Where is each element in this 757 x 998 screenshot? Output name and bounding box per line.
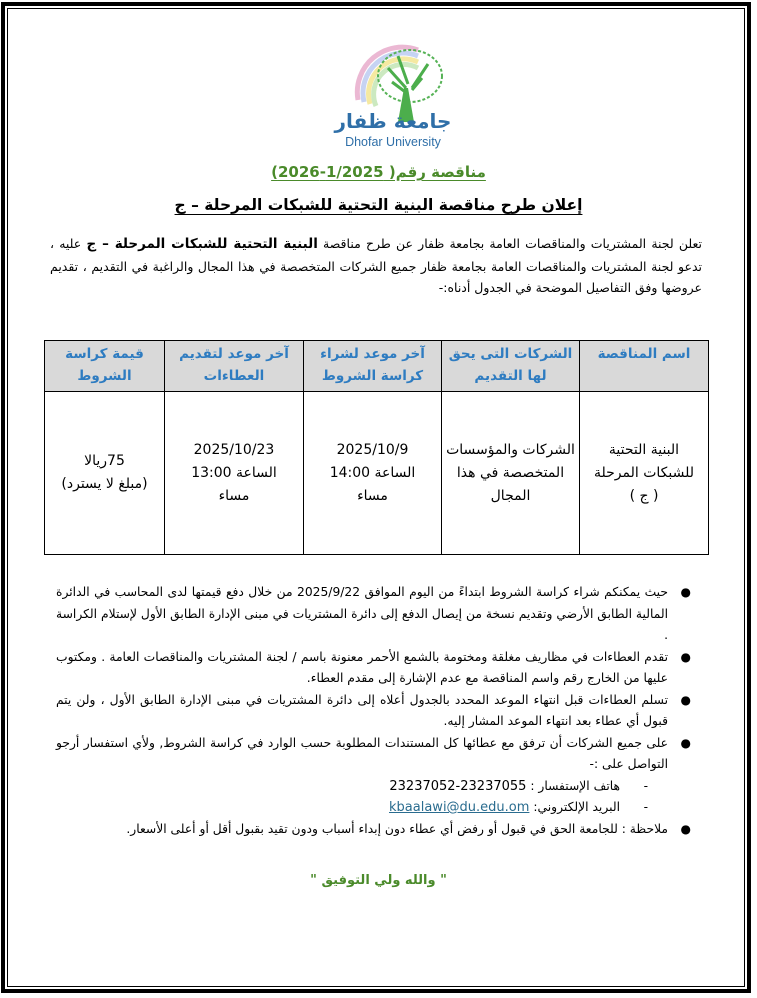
list-item <box>56 733 706 819</box>
contact-phone <box>56 776 668 798</box>
dash-icon: - <box>643 800 648 814</box>
bullet-icon: ● <box>680 735 691 750</box>
phone-number: 23237052-23237055 <box>389 778 527 794</box>
cell-period: مساء <box>357 487 388 504</box>
cell-date: 2025/10/23 <box>193 441 275 458</box>
list-item <box>56 690 706 733</box>
cell-non-refundable: (مبلغ لا يسترد) <box>61 476 148 492</box>
list-item-text: تقدم العطاءات في مظاريف مغلقة ومختومة بالشمع الأحمر معنونة باسم / لجنة المشتريات والمناقصات العامة . ومكتوب عليها من الخارج رقم واسم المناقصة مع عدم الإشارة إلى مقدم العطاء. <box>56 649 668 685</box>
table-row <box>45 392 709 555</box>
announcement-title <box>0 196 757 214</box>
tree-logo-icon <box>318 38 468 150</box>
header-purchase-deadline: آخر موعد لشراء كراسة الشروط <box>304 341 442 392</box>
cell-price: 75ريالا <box>84 453 125 469</box>
intro-body-text: عليه ، تدعو لجنة المشتريات والمناقصات العامة بجامعة ظفار جميع الشركات المتخصصة في هذا المجال والراغبة في التقديم ، تقديم عروضها وفق التفاصيل الموضحة في الجدول أدناه:- <box>50 236 702 295</box>
bullet-icon: ● <box>680 585 691 599</box>
announcement-title-text: إعلان طرح مناقصة البنية التحتية للشبكات المرحلة – ج <box>174 196 583 214</box>
tender-number-heading <box>0 163 757 181</box>
list-item-text: حيث يمكنكم شراء كراسة الشروط ابتداءً من اليوم الموافق 2025/9/22 من خلال دفع قيمتها لدى المحاسب في الدائرة المالية الطابق الأرضي وتقديم نسخة من إيصال الدفع إلى دائرة المشتريات في مبنى الإدارة الطابق الأول لإستلام الكراسة . <box>56 585 668 642</box>
cell-line: البنية التحتية <box>608 441 680 458</box>
cell-line: الشركات والمؤسسات <box>446 441 575 458</box>
cell-period: مساء <box>218 487 250 504</box>
dash-icon: - <box>643 778 648 793</box>
cell-line: المجال <box>490 487 531 504</box>
cell-tender-name <box>580 392 709 555</box>
phone-label: هاتف الإستفسار : <box>526 778 620 793</box>
email-link[interactable]: kbaalawi@du.edu.om <box>389 800 530 815</box>
cell-submission-deadline <box>165 392 304 555</box>
cell-date: 2025/10/9 <box>336 441 409 458</box>
intro-line1-text: تعلن لجنة المشتريات والمناقصات العامة بجامعة ظفار عن طرح مناقصة <box>317 236 703 251</box>
header-tender-name: اسم المناقصة <box>580 341 709 392</box>
bullet-icon: ● <box>680 692 691 707</box>
list-item <box>56 582 706 647</box>
header-document-price: قيمة كراسة الشروط <box>45 341 165 392</box>
header-eligible-companies: الشركات التى يحق لها التقديم <box>442 341 580 392</box>
table-header-row <box>45 341 709 392</box>
tender-details-table <box>44 340 709 555</box>
intro-tender-name-bold: البنية التحتية للشبكات المرحلة – ج <box>86 236 318 252</box>
logo-arabic-text: جامعة ظفار <box>334 109 452 133</box>
conditions-list <box>56 582 706 840</box>
header-submission-deadline: آخر موعد لتقديم العطاءات <box>165 341 304 392</box>
cell-line: للشبكات المرحلة <box>593 464 694 481</box>
email-label: البريد الإلكتروني: <box>529 800 620 814</box>
bullet-icon: ● <box>680 821 691 836</box>
dhofar-university-logo <box>318 38 468 150</box>
logo-english-text: Dhofar University <box>345 135 441 149</box>
closing-phrase: " والله ولي التوفيق " <box>310 873 447 888</box>
intro-paragraph <box>50 233 702 299</box>
contact-email <box>56 797 668 819</box>
contact-list <box>56 776 668 819</box>
cell-purchase-deadline <box>304 392 442 555</box>
cell-time: الساعة 13:00 <box>191 464 277 481</box>
list-item-note <box>56 819 706 841</box>
list-item <box>56 647 706 690</box>
list-item-text: على جميع الشركات أن ترفق مع عطائها كل المستندات المطلوبة حسب الوارد في كراسة الشروط, ولأي استفسار أرجو التواصل على :- <box>56 735 668 771</box>
list-item-text: تسلم العطاءات قبل انتهاء الموعد المحدد بالجدول أعلاه إلى دائرة المشتريات في مبنى الإدارة الطابق الأول ، ولن يتم قبول أي عطاء بعد انتهاء الموعد المشار إليه. <box>56 692 668 728</box>
bullet-icon: ● <box>680 649 691 664</box>
cell-eligible-companies <box>442 392 580 555</box>
tender-number-text: مناقصة رقم( 1/2025-2026) <box>271 163 486 181</box>
note-text: ملاحظة : للجامعة الحق في قبول أو رفض أي عطاء دون إبداء أسباب ودون تقيد بقبول أقل أو أعلى الأسعار. <box>126 821 668 836</box>
cell-time: الساعة 14:00 <box>329 464 416 481</box>
cell-document-price <box>45 392 165 555</box>
cell-line: المتخصصة في هذا <box>456 464 565 481</box>
cell-line: ( ج ) <box>629 487 659 504</box>
